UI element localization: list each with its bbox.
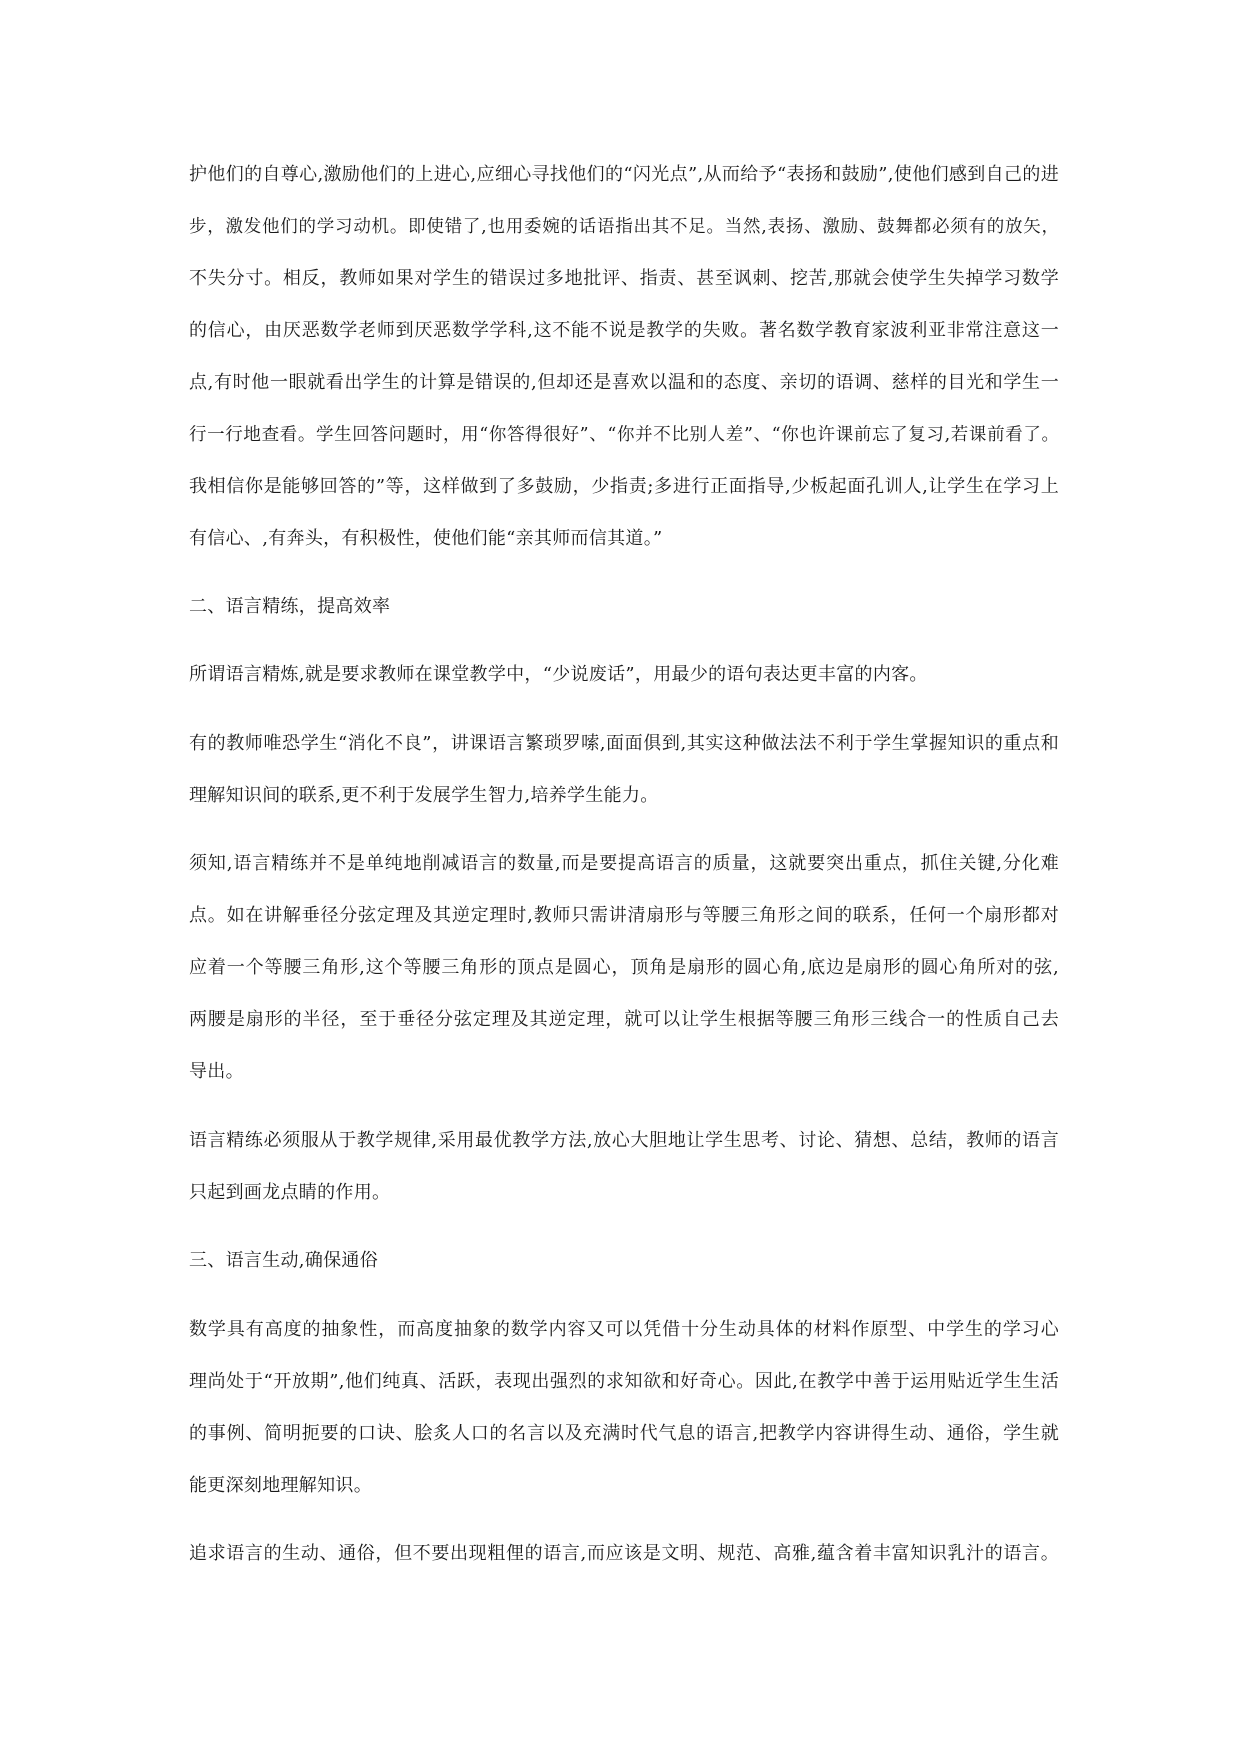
text-line: 点,有时他一眼就看出学生的计算是错误的,但却还是喜欢以温和的态度、亲切的语调、慈样的目光和学生一 — [189, 372, 1059, 393]
text-line: 不失分寸。相反，教师如果对学生的错误过多地批评、指责、甚至讽刺、挖苦,那就会使学生失掉学习数学 — [189, 268, 1059, 289]
text-line: 理解知识间的联系,更不利于发展学生智力,培养学生能力。 — [189, 785, 659, 806]
text-line: 有的教师唯恐学生“消化不良”，讲课语言繁琐罗嗦,面面俱到,其实这种做法法不利于学生掌握知识的重点和 — [189, 733, 1059, 754]
text-line: 须知,语言精练并不是单纯地削减语言的数量,而是要提高语言的质量，这就要突出重点，抓住关键,分化难 — [189, 853, 1059, 874]
text-line: 导出。 — [189, 1061, 244, 1082]
text-line: 的事例、简明扼要的口诀、脍炙人口的名言以及充满时代气息的语言,把教学内容讲得生动、通俗，学生就 — [189, 1423, 1059, 1444]
text-line: 点。如在讲解垂径分弦定理及其逆定理时,教师只需讲清扇形与等腰三角形之间的联系，任何一个扇形都对 — [189, 905, 1059, 926]
text-line: 护他们的自尊心,激励他们的上进心,应细心寻找他们的“闪光点”,从而给予“表扬和鼓励”,使他们感到自己的进 — [189, 164, 1059, 185]
text-line: 应着一个等腰三角形,这个等腰三角形的顶点是圆心，顶角是扇形的圆心角,底边是扇形的圆心角所对的弦, — [189, 957, 1059, 978]
section-heading: 三、语言生动,确保通俗 — [189, 1250, 379, 1271]
section-heading: 二、语言精练，提高效率 — [189, 596, 391, 617]
text-line: 有信心、,有奔头，有积极性，使他们能“亲其师而信其道。” — [189, 528, 663, 549]
text-line: 我相信你是能够回答的”等，这样做到了多鼓励，少指责;多进行正面指导,少板起面孔训人,让学生在学习上 — [189, 476, 1059, 497]
text-line: 追求语言的生动、通俗，但不要出现粗俚的语言,而应该是文明、规范、高雅,蕴含着丰富知识乳汁的语言。 — [189, 1543, 1059, 1564]
text-line: 能更深刻地理解知识。 — [189, 1475, 372, 1496]
text-line: 数学具有高度的抽象性，而高度抽象的数学内容又可以凭借十分生动具体的材料作原型、中学生的学习心 — [189, 1319, 1059, 1340]
text-line: 步，激发他们的学习动机。即使错了,也用委婉的话语指出其不足。当然,表扬、激励、鼓舞都必须有的放矢， — [189, 217, 1059, 237]
text-line: 只起到画龙点睛的作用。 — [189, 1182, 391, 1203]
text-line: 语言精练必须服从于教学规律,采用最优教学方法,放心大胆地让学生思考、讨论、猜想、总结，教师的语言 — [189, 1130, 1059, 1151]
text-line: 的信心，由厌恶数学老师到厌恶数学学科,这不能不说是教学的失败。著名数学教育家波利亚非常注意这一 — [189, 320, 1059, 341]
text-line: 所谓语言精炼,就是要求教师在课堂教学中，“少说废话”，用最少的语句表达更丰富的内客。 — [189, 664, 928, 685]
text-line: 理尚处于“开放期”,他们纯真、活跃，表现出强烈的求知欲和好奇心。因此,在教学中善于运用贴近学生生活 — [189, 1371, 1059, 1392]
text-line: 两腰是扇形的半径，至于垂径分弦定理及其逆定理，就可以让学生根据等腰三角形三线合一的性质自己去 — [189, 1009, 1059, 1030]
text-line: 行一行地查看。学生回答问题时，用“你答得很好”、“你并不比别人差”、“你也许课前忘了复习,若课前看了。 — [189, 425, 1059, 445]
